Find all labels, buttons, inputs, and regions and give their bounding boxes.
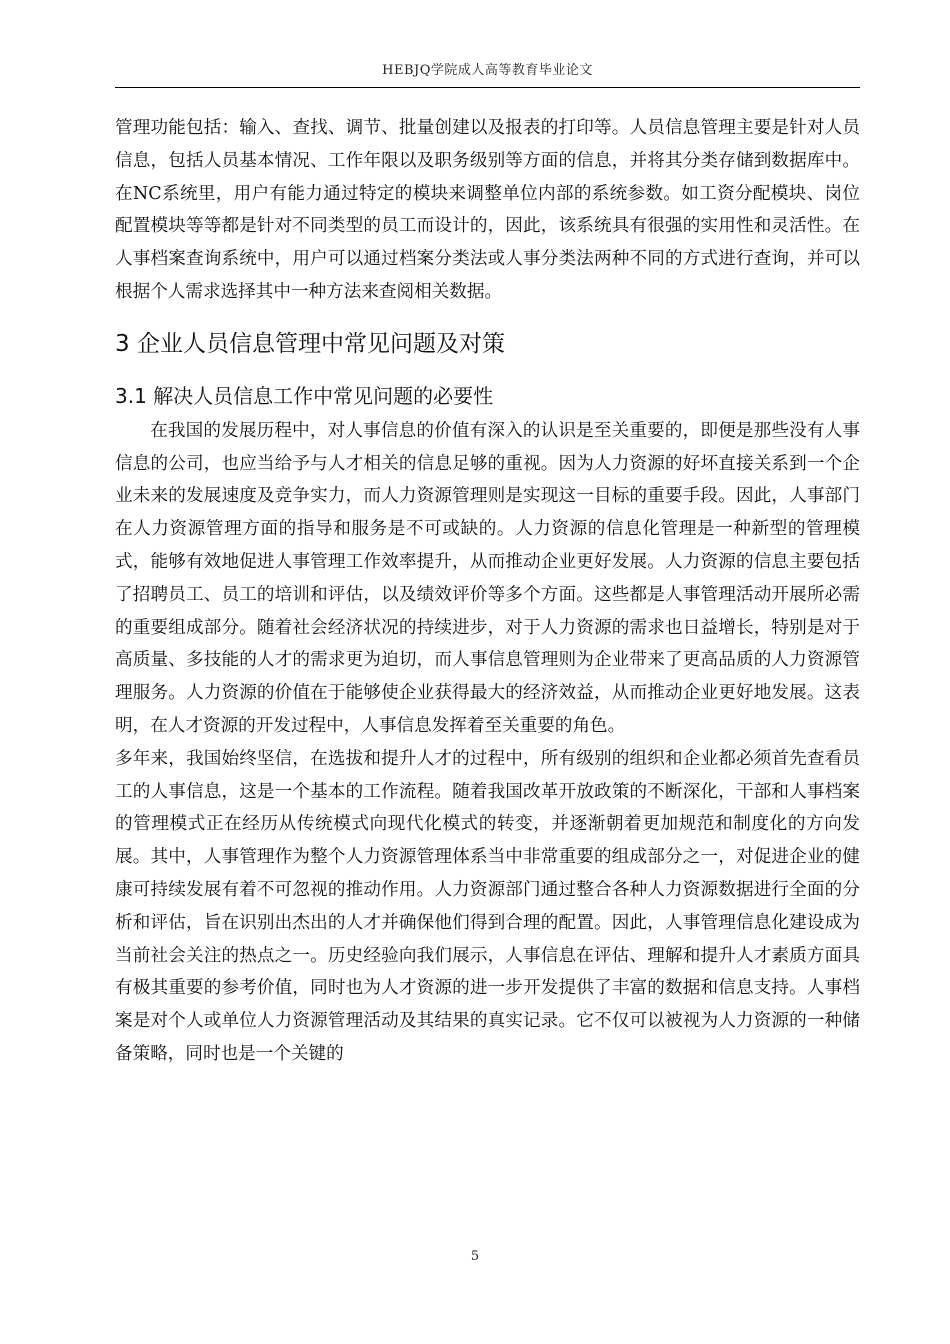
paragraph-intro: 管理功能包括：输入、查找、调节、批量创建以及报表的打印等。人员信息管理主要是针对人员信息，包括人员基本情况、工作年限以及职务级别等方面的信息，并将其分类存储到数据库中。在NC系统里，用户有能力通过特定的模块来调整单位内部的系统参数。如工资分配模块、岗位配置模块等等都是针对不同类型的员工而设计的，因此，该系统具有很强的实用性和灵活性。在人事档案查询系统中，用户可以通过档案分类法或人事分类法两种不同的方式进行查询，并可以根据个人需求选择其中一种方法来查阅相关数据。 (115, 118, 860, 302)
paragraph-1: 在我国的发展历程中，对人事信息的价值有深入的认识是至关重要的，即便是那些没有人事信息的公司，也应当给予与人才相关的信息足够的重视。因为人力资源的好坏直接关系到一个企业未来的发展速度及竞争实力，而人力资源管理则是实现这一目标的重要手段。因此，人事部门在人力资源管理方面的指导和服务是不可或缺的。人力资源的信息化管理是一种新型的管理模式，能够有效地促进人事管理工作效率提升，从而推动企业更好发展。人力资源的信息主要包括了招聘员工、员工的培训和评估，以及绩效评价等多个方面。这些都是人事管理活动开展所必需的重要组成部分。随着社会经济状况的持续进步，对于人力资源的需求也日益增长，特别是对于高质量、多技能的人才的需求更为迫切，而人事信息管理则为企业带来了更高品质的人力资源管理服务。人力资源的价值在于能够使企业获得最大的经济效益，从而推动企业更好地发展。这表明，在人才资源的开发过程中，人事信息发挥着至关重要的角色。 (115, 420, 860, 736)
running-header: HEBJQ学院成人高等教育毕业论文 (382, 63, 593, 78)
header-rule (115, 87, 860, 88)
page-number: 5 (470, 1249, 480, 1264)
paragraph-2: 多年来，我国始终坚信，在选拔和提升人才的过程中，所有级别的组织和企业都必须首先查看员工的人事信息，这是一个基本的工作流程。随着我国改革开放政策的不断深化，干部和人事档案的管理模式正在经历从传统模式向现代化模式的转变，并逐渐朝着更加规范和制度化的方向发展。其中，人事管理作为整个人力资源管理体系当中非常重要的组成部分之一，对促进企业的健康可持续发展有着不可忽视的推动作用。人力资源部门通过整合各种人力资源数据进行全面的分析和评估，旨在识别出杰出的人才并确保他们得到合理的配置。因此，人事管理信息化建设成为当前社会关注的热点之一。历史经验向我们展示，人事信息在评估、理解和提升人才素质方面具有极其重要的参考价值，同时也为人才资源的进一步开发提供了丰富的数据和信息支持。人事档案是对个人或单位人力资源管理活动及其结果的真实记录。它不仅可以被视为人力资源的一种储备策略，同时也是一个关键的 (115, 748, 860, 1064)
section-3-heading: 3 企业人员信息管理中常见问题及对策 (115, 330, 505, 357)
section-3-1-heading: 3.1 解决人员信息工作中常见问题的必要性 (115, 383, 494, 408)
page-body (115, 112, 860, 1071)
